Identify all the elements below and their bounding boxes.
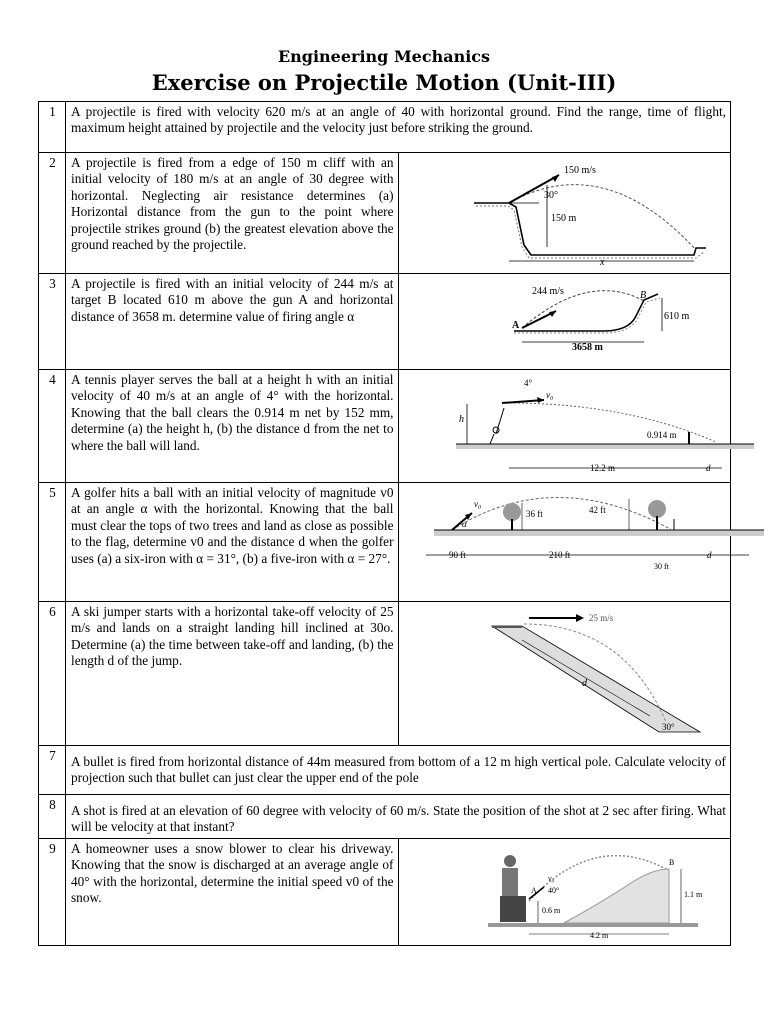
question-number: 9 [39,839,66,946]
velocity-label: 244 m/s [531,286,564,297]
nozzle-height-label: 0.6 m [541,906,560,915]
velocity-label: 150 m/s [563,165,596,176]
question-text: A projectile is fired with velocity 620 m/s at an angle of 40 with horizontal ground. Find the range, time of flight, maximum height attained by projectile and the velocity just before striking the ground. [66,102,731,153]
question-text: A ski jumper starts with a horizontal take-off velocity of 25 m/s and lands on a straight landing hill inclined at 30o. Determine (a) the time between take-off and landing, (b) the length d of the jump. [66,602,399,746]
nozzle-label: A [530,886,537,895]
height-label: 150 m [550,213,576,224]
distance3-label: 30 ft [653,562,669,571]
question-row-6 [39,602,731,746]
question-number: 2 [39,153,66,274]
tree1-label: 36 ft [525,509,543,519]
figure-ski-jump [398,602,731,746]
angle-label: 40° [547,886,559,895]
end-label: B [668,858,674,867]
velocity-label: v₀ [547,874,554,883]
gun-label: A [511,320,519,331]
distance1-label: 90 ft [448,550,466,560]
distance-label: 12.2 m [589,463,615,473]
exercise-table [38,101,731,946]
question-text: A tennis player serves the ball at a height h with an initial velocity of 40 m/s at an angle of 4° with the horizontal. Knowing that the ball clears the 0.914 m net by 152 mm, determine (a) the height h, (b) the distance d from the net to where the ball will land. [66,370,399,483]
height-label: 610 m [663,311,689,322]
landing-label: d [705,463,710,473]
question-row-9 [39,839,731,946]
range-label: x [599,257,604,268]
question-text: A golfer hits a ball with an initial velocity of magnitude v0 at an angle α with the horizontal. Knowing that the ball must clear the tops of two trees and land as close as possible to the flag, determine v0 and the distance d when the golfer uses (a) a six-iron with α = 31°, (b) a five-iron with α = 27°. [66,483,399,602]
figure-golf-trees [398,483,731,602]
question-row-2 [39,153,731,274]
slope-label: 30° [661,722,675,732]
length-label: d [581,678,587,689]
figure-target-projectile [398,274,731,370]
angle-label: α [461,519,467,529]
question-row-8 [39,795,731,839]
pile-height-label: 1.1 m [683,890,702,899]
question-number: 4 [39,370,66,483]
distance-label: 3658 m [571,342,603,353]
question-number: 5 [39,483,66,602]
question-row-3 [39,274,731,370]
figure-cliff-projectile [398,153,731,274]
question-number: 1 [39,102,66,153]
figure-tennis-serve [398,370,731,483]
question-row-5 [39,483,731,602]
height-label: h [458,414,464,425]
question-text: A projectile is fired with an initial velocity of 244 m/s at target B located 610 m above the gun A and horizontal distance of 3658 m. determine value of firing angle α [66,274,399,370]
angle-label: 4° [523,378,532,388]
velocity-label: v₀ [473,499,481,509]
angle-label: 30° [543,190,558,201]
tree2-label: 42 ft [588,505,606,515]
question-number: 3 [39,274,66,370]
velocity-label: v₀ [545,390,553,400]
target-label: B [639,290,646,301]
question-text: A shot is fired at an elevation of 60 degree with velocity of 60 m/s. State the position of the shot at 2 sec after firing. What will be velocity at that instant? [66,795,731,839]
question-row-4 [39,370,731,483]
question-number: 6 [39,602,66,746]
figure-snow-blower [398,839,731,946]
landing-label: d [706,550,711,560]
question-text: A homeowner uses a snow blower to clear his driveway. Knowing that the snow is discharged at an average angle of 40° with the horizontal, determine the initial speed v0 of the snow. [66,839,399,946]
question-text: A projectile is fired from a edge of 150 m cliff with an initial velocity of 180 m/s at an angle of 30 degree with horizontal. Neglecting air resistance determines (a) Horizontal distance from the gun to the point where projectile strikes ground (b) the greatest elevation above the ground reached by the projectile. [66,153,399,274]
question-text: A bullet is fired from horizontal distance of 44m measured from bottom of a 12 m high vertical pole. Calculate velocity of projection such that bullet can just clear the upper end of the pole [66,746,731,795]
distance2-label: 210 ft [548,550,570,560]
question-number: 8 [39,795,66,839]
course-title: Engineering Mechanics [277,47,491,66]
distance-label: 4.2 m [589,931,608,940]
net-label: 0.914 m [646,430,677,440]
question-row-7 [39,746,731,795]
question-row-1 [39,102,731,153]
exercise-title: Exercise on Projectile Motion (Unit-III) [151,70,617,95]
question-number: 7 [39,746,66,795]
velocity-label: 25 m/s [588,613,613,623]
